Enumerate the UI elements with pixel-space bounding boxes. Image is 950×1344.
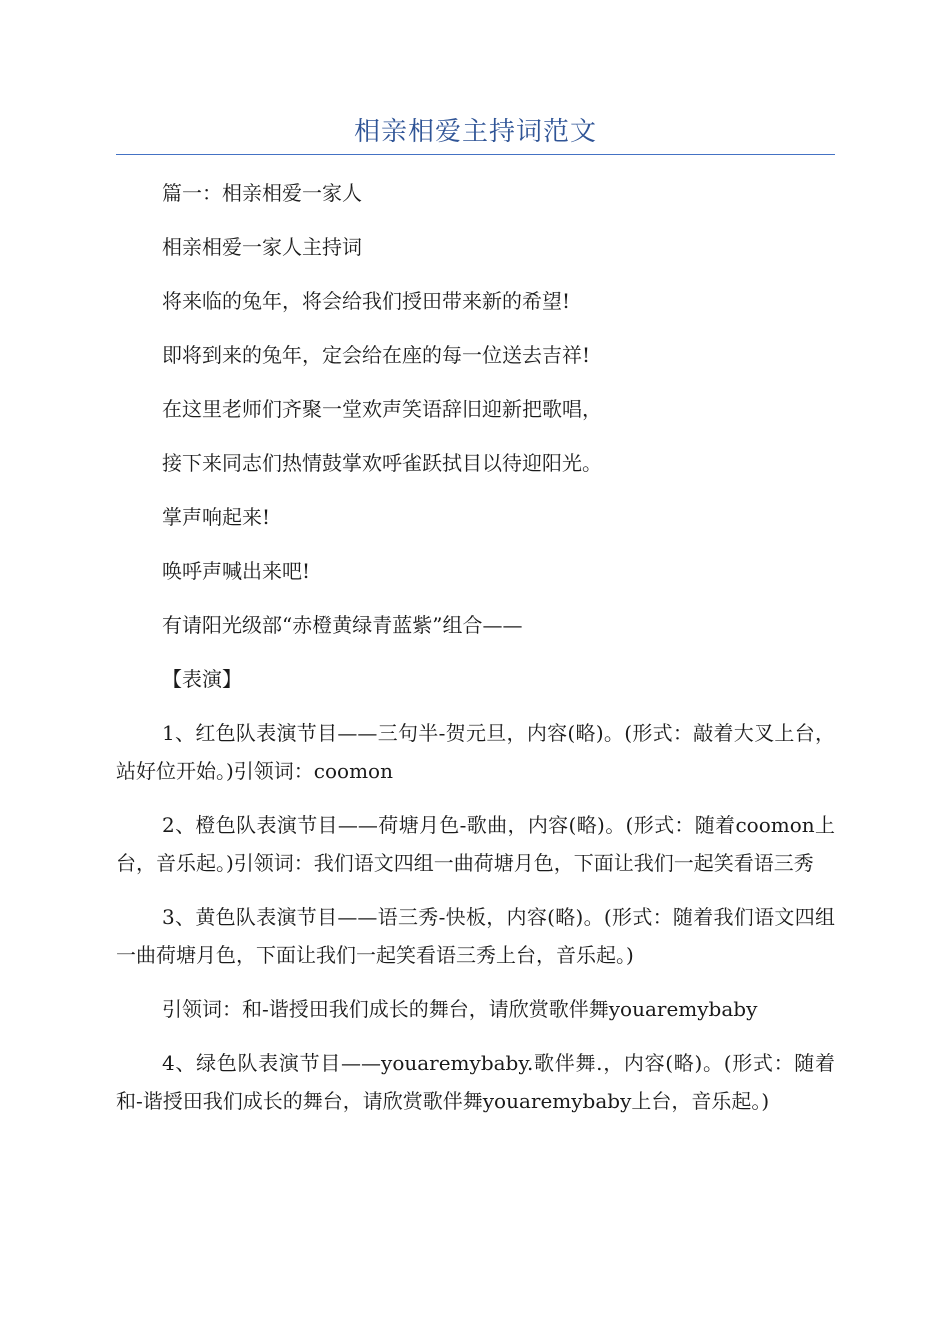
paragraph-3: 将来临的兔年，将会给我们授田带来新的希望!: [162, 289, 571, 313]
paragraph-8: 唤呼声喊出来吧!: [162, 559, 311, 583]
paragraph-9: 有请阳光级部“赤橙黄绿青蓝紫”组合——: [162, 613, 523, 637]
document-title: 相亲相爱主持词范文: [353, 117, 597, 147]
paragraph-13: 3、黄色队表演节目——语三秀-快板，内容(略)。(形式：随着我们语文四组一曲荷塘月色，下面让我们一起笑看语三秀上台，音乐起。): [116, 905, 835, 967]
paragraph-11: 1、红色队表演节目——三句半-贺元旦，内容(略)。(形式：敲着大叉上台，站好位开始。)引领词：coomon: [116, 721, 835, 783]
title-underline: [116, 154, 835, 155]
paragraph-10: 【表演】: [162, 667, 242, 691]
paragraph-15: 4、绿色队表演节目——youaremybaby.歌伴舞.，内容(略)。(形式：随着和-谐授田我们成长的舞台，请欣赏歌伴舞youaremybaby上台，音乐起。): [116, 1051, 835, 1113]
paragraph-4: 即将到来的兔年，定会给在座的每一位送去吉祥!: [162, 343, 591, 367]
paragraph-7: 掌声响起来!: [162, 505, 271, 529]
paragraph-12: 2、橙色队表演节目——荷塘月色-歌曲，内容(略)。(形式：随着coomon上台，音乐起。)引领词：我们语文四组一曲荷塘月色，下面让我们一起笑看语三秀: [116, 813, 835, 875]
paragraph-6: 接下来同志们热情鼓掌欢呼雀跃拭目以待迎阳光。: [162, 451, 602, 475]
paragraph-5: 在这里老师们齐聚一堂欢声笑语辞旧迎新把歌唱，: [162, 397, 602, 421]
document-body: [116, 174, 835, 1136]
paragraph-2: 相亲相爱一家人主持词: [162, 235, 362, 259]
paragraph-14: 引领词：和-谐授田我们成长的舞台，请欣赏歌伴舞youaremybaby: [162, 997, 758, 1021]
paragraph-1: 篇一：相亲相爱一家人: [162, 181, 362, 205]
